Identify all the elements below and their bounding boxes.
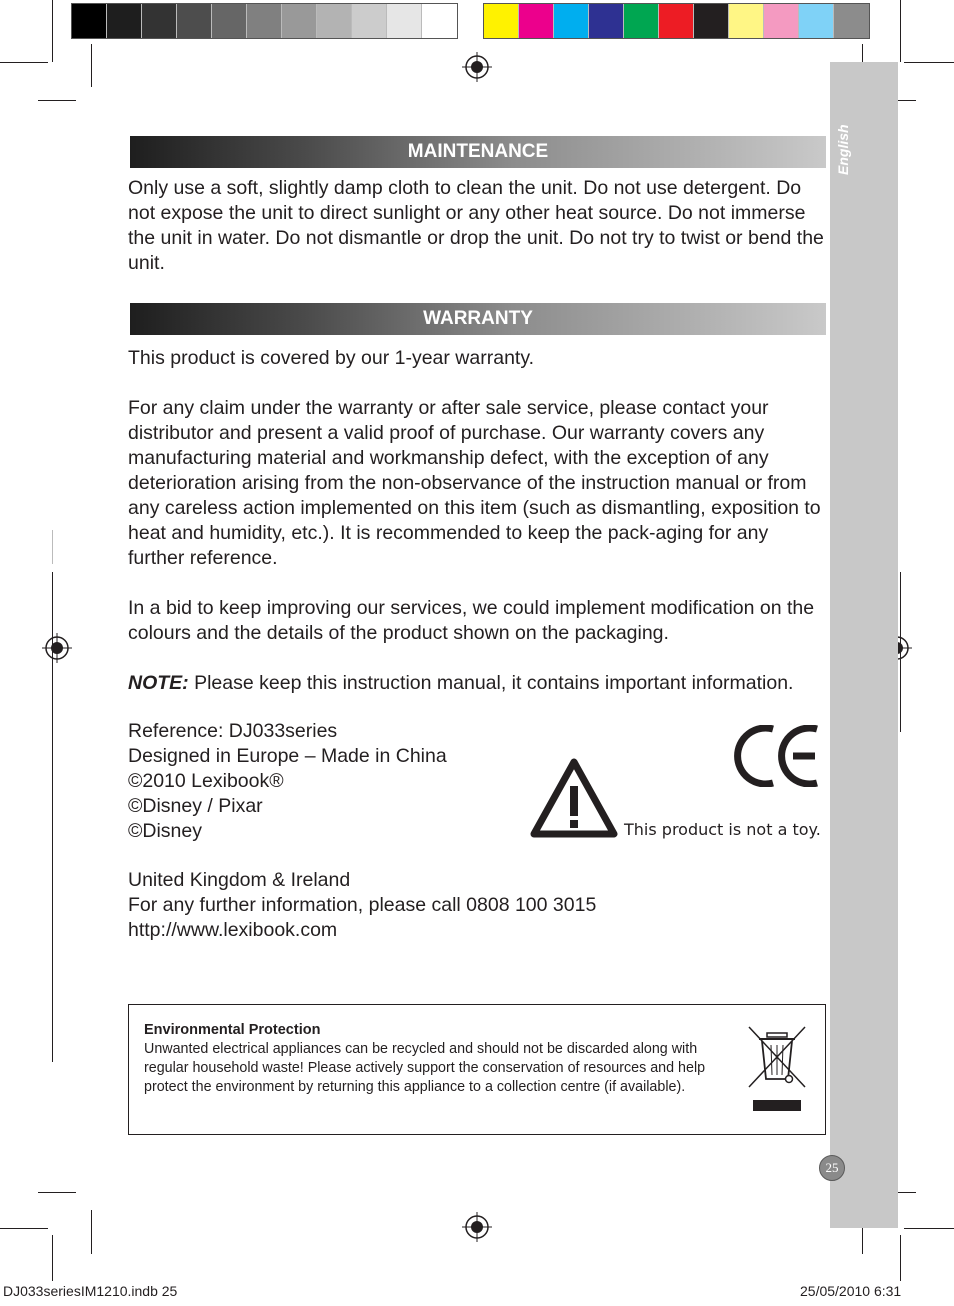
copyright-line: ©Disney / Pixar (128, 795, 263, 817)
gray-calibration-bar (71, 3, 458, 39)
footer-filename: DJ033seriesIM1210.indb 25 (3, 1283, 178, 1299)
warranty-paragraph-3: In a bid to keep improving our services, we could implement modification on the colours and the details of the product shown on the packaging. (128, 597, 815, 644)
environment-title: Environmental Protection (144, 1022, 321, 1038)
color-swatch (72, 4, 107, 38)
crop-mark (0, 1228, 48, 1229)
website-link[interactable]: http://www.lexibook.com (128, 919, 338, 941)
color-swatch (352, 4, 387, 38)
crossed-bin-icon (745, 1025, 809, 1113)
registration-mark-icon (42, 633, 72, 663)
color-swatch (387, 4, 422, 38)
ce-mark-icon (733, 725, 821, 787)
color-swatch (422, 4, 457, 38)
footer-timestamp: 25/05/2010 6:31 (800, 1283, 902, 1299)
crop-mark (904, 1228, 954, 1229)
color-swatch (317, 4, 352, 38)
crop-mark (900, 1235, 901, 1281)
warranty-paragraph-1: This product is covered by our 1-year warranty. (128, 347, 535, 369)
crop-mark (38, 100, 76, 101)
crop-mark (900, 0, 901, 62)
copyright-line: ©2010 Lexibook® (128, 770, 284, 792)
warranty-heading: WARRANTY (130, 303, 826, 335)
crop-mark (38, 1192, 76, 1193)
crop-mark (52, 530, 53, 564)
color-swatch (764, 4, 799, 38)
contact-block (128, 868, 828, 943)
crop-mark (91, 44, 92, 87)
color-swatch (177, 4, 212, 38)
note-paragraph (128, 671, 828, 696)
registration-mark-icon (462, 52, 492, 82)
note-label: NOTE: (128, 672, 189, 694)
maintenance-text (128, 176, 828, 276)
color-swatch (624, 4, 659, 38)
note-text: Please keep this instruction manual, it contains important information. (188, 672, 794, 694)
crop-mark (52, 1235, 53, 1281)
color-swatch (729, 4, 764, 38)
color-swatch (212, 4, 247, 38)
warranty-paragraph-2: For any claim under the warranty or after sale service, please contact your distributor and present a valid proof of purchase. Our warranty covers any manufacturing material and workmanship defect, with the exception of any deterioration arising from the non-observance of the instruction manual or from any careless action implemented on this item (such as dismantling, exposition to heat and humidity, etc.). It is recommended to keep the pack-aging for any further reference. (128, 397, 821, 569)
warning-triangle-icon (530, 758, 618, 838)
color-swatch (799, 4, 834, 38)
language-label: English (835, 124, 851, 175)
language-side-tab (830, 62, 898, 1228)
color-swatch (694, 4, 729, 38)
color-swatch (519, 4, 554, 38)
color-swatch (834, 4, 869, 38)
environment-text: Unwanted electrical appliances can be recycled and should not be discarded along with regular household waste! Please actively support the conservation of resources and help protect the environment by returning this appliance to a collection centre (if available). (144, 1041, 706, 1095)
reference-line: Reference: DJ033series (128, 720, 338, 742)
page-number: 25 (819, 1155, 845, 1181)
crop-mark (91, 1210, 92, 1254)
registration-mark-icon (462, 1212, 492, 1242)
color-swatch (589, 4, 624, 38)
color-swatch (107, 4, 142, 38)
maintenance-paragraph: Only use a soft, slightly damp cloth to clean the unit. Do not use detergent. Do not expose the unit to direct sunlight or any other heat source. Do not immerse the unit in water. Do not dismantle or drop the unit. Do not try to twist or bend the unit. (128, 177, 824, 274)
region-line: United Kingdom & Ireland (128, 869, 351, 891)
environmental-protection-box (128, 1004, 826, 1135)
color-swatch (142, 4, 177, 38)
color-swatch (659, 4, 694, 38)
copyright-line: ©Disney (128, 820, 202, 842)
color-swatch (554, 4, 589, 38)
crop-mark (0, 62, 48, 63)
color-swatch (484, 4, 519, 38)
warranty-text (128, 346, 828, 696)
origin-line: Designed in Europe – Made in China (128, 745, 447, 767)
color-swatch (282, 4, 317, 38)
not-a-toy-text: This product is not a toy. (624, 820, 821, 839)
color-calibration-bar (483, 3, 870, 39)
phone-line: For any further information, please call 0808 100 3015 (128, 894, 597, 916)
reference-block (128, 719, 528, 844)
color-swatch (247, 4, 282, 38)
crop-mark (52, 0, 53, 62)
maintenance-heading: MAINTENANCE (130, 136, 826, 168)
crop-mark (904, 62, 954, 63)
